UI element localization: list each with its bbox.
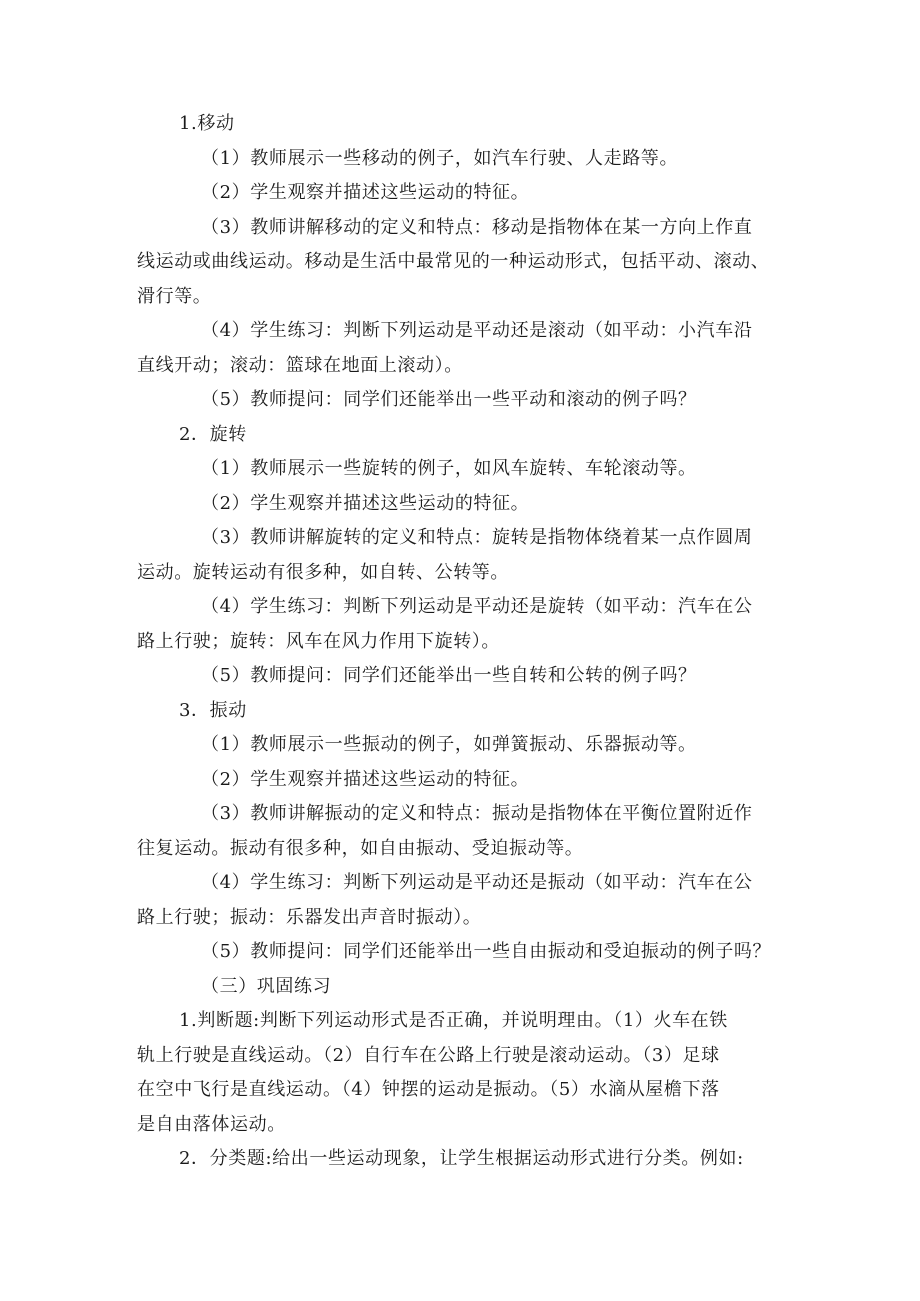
text-line: （5）教师提问：同学们还能举出一些自转和公转的例子吗？	[201, 665, 697, 686]
text-line: （5）教师提问：同学们还能举出一些自由振动和受迫振动的例子吗？	[201, 941, 772, 962]
text-line: 1.移动	[179, 113, 235, 134]
text-line: 直线开动；滚动：篮球在地面上滚动）。	[137, 354, 463, 376]
text-line: （三）巩固练习	[201, 975, 332, 997]
text-line: （1）教师展示一些移动的例子，如汽车行驶、人走路等。	[201, 147, 679, 169]
text-line: （3）教师讲解振动的定义和特点：振动是指物体在平衡位置附近作	[201, 803, 753, 824]
text-line: （3）教师讲解旋转的定义和特点：旋转是指物体绕着某一点作圆周	[201, 527, 753, 548]
text-line: 3．振动	[179, 699, 247, 721]
text-line: （2）学生观察并描述这些运动的特征。	[201, 492, 530, 514]
text-line: 线运动或曲线运动。移动是生活中最常见的一种运动形式，包括平动、滚动、	[137, 251, 770, 272]
text-line: 路上行驶；旋转：风车在风力作用下旋转）。	[137, 630, 500, 652]
text-line: 滑行等。	[137, 285, 212, 307]
text-line: （5）教师提问：同学们还能举出一些平动和滚动的例子吗？	[201, 389, 697, 410]
text-line: （4）学生练习：判断下列运动是平动还是振动（如平动：汽车在公	[201, 872, 753, 893]
text-line: （4）学生练习：判断下列运动是平动还是旋转（如平动：汽车在公	[201, 596, 753, 617]
text-line: 2．分类题:给出一些运动现象，让学生根据运动形式进行分类。例如:	[179, 1148, 744, 1169]
text-line: （1）教师展示一些旋转的例子，如风车旋转、车轮滚动等。	[201, 458, 697, 479]
text-line: （2）学生观察并描述这些运动的特征。	[201, 182, 530, 203]
text-line: 路上行驶；振动：乐器发出声音时振动）。	[137, 906, 482, 928]
document-body	[137, 107, 799, 1177]
text-line: 是自由落体运动。	[137, 1113, 286, 1135]
text-line: （2）学生观察并描述这些运动的特征。	[201, 768, 530, 790]
text-line: 1.判断题:判断下列运动形式是否正确，并说明理由。（1）火车在铁	[179, 1010, 728, 1031]
text-line: 往复运动。振动有很多种，如自由振动、受迫振动等。	[137, 837, 584, 859]
text-line: 在空中飞行是直线运动。（4）钟摆的运动是振动。（5）水滴从屋檐下落	[137, 1079, 720, 1100]
text-line: 运动。旋转运动有很多种，如自转、公转等。	[137, 561, 509, 583]
text-line: （1）教师展示一些振动的例子，如弹簧振动、乐器振动等。	[201, 734, 697, 755]
text-line: （4）学生练习：判断下列运动是平动还是滚动（如平动：小汽车沿	[201, 320, 753, 341]
text-line: （3）教师讲解移动的定义和特点：移动是指物体在某一方向上作直	[201, 216, 753, 238]
text-line: 2．旋转	[179, 423, 247, 445]
text-line: 轨上行驶是直线运动。（2）自行车在公路上行驶是滚动运动。（3）足球	[137, 1044, 720, 1066]
